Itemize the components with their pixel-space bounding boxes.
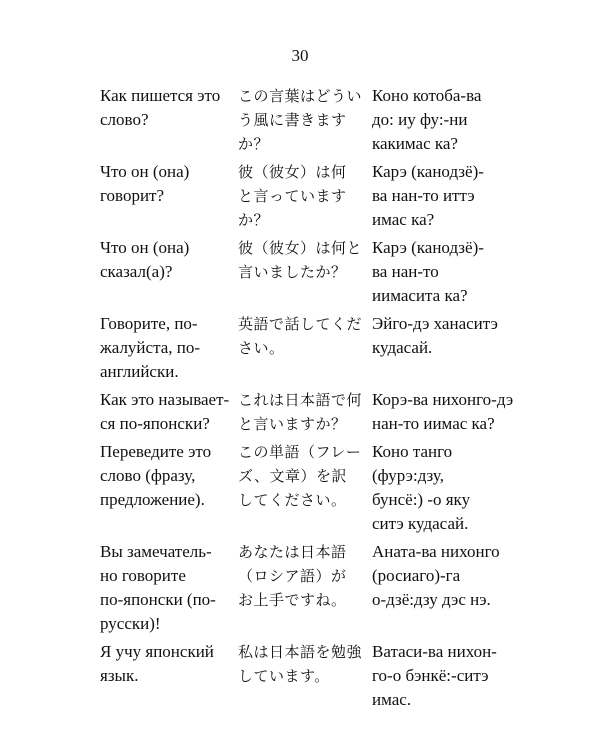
japanese-phrase: 彼（彼女）は何 と言っています か？ (238, 163, 347, 229)
russian-phrase: Как пишется это слово? (100, 86, 221, 129)
transliteration: Корэ-ва нихонго-дэ нан-то иимас ка? (372, 390, 514, 433)
russian-phrase: Что он (она) говорит? (100, 162, 190, 205)
russian-phrase: Я учу японский язык. (100, 642, 214, 685)
transliteration: Коно котоба-ва до: иу фу:-ни какимас ка? (372, 86, 482, 153)
phrase-row (100, 160, 520, 232)
russian-phrase: Переведите это слово (фразу, предложение). (100, 442, 212, 509)
japanese-phrase: この言葉はどうい う風に書きます か？ (238, 87, 363, 153)
russian-phrase: Что он (она) сказал(а)? (100, 238, 190, 281)
japanese-phrase: この単語（フレー ズ、文章）を訳 してください。 (238, 443, 362, 509)
japanese-phrase: 彼（彼女）は何と 言いましたか？ (238, 239, 363, 281)
phrase-row (100, 640, 520, 712)
transliteration: Аната-ва нихонго (росиаго)-га о-дзё:дзу дэс нэ. (372, 542, 500, 609)
phrase-row (100, 84, 520, 156)
phrase-row (100, 312, 520, 384)
russian-phrase: Говорите, по- жалуйста, по- английски. (100, 314, 201, 381)
transliteration: Карэ (канодзё)- ва нан-то иттэ имас ка? (372, 162, 484, 229)
transliteration: Ватаси-ва нихон- го-о бэнкё:-ситэ имас. (372, 642, 497, 709)
transliteration: Коно танго (фурэ:дзу, бунсё:) -о яку ситэ кудасай. (372, 442, 471, 533)
japanese-phrase: これは日本語で何 と言いますか？ (238, 391, 363, 433)
phrase-row (100, 236, 520, 308)
russian-phrase: Как это называет- ся по-японски? (100, 390, 230, 433)
japanese-phrase: 英語で話してくだ さい。 (238, 315, 363, 357)
transliteration: Карэ (канодзё)- ва нан-то иимасита ка? (372, 238, 484, 305)
phrase-row (100, 388, 520, 436)
phrase-table (100, 84, 520, 716)
page-number: 30 (291, 46, 309, 65)
transliteration: Эйго-дэ ханаситэ кудасай. (372, 314, 498, 357)
phrase-row (100, 540, 520, 636)
phrase-row (100, 440, 520, 536)
japanese-phrase: あなたは日本語 （ロシア語）が お上手ですね。 (238, 543, 347, 609)
russian-phrase: Вы замечатель- но говорите по-японски (по- русски)! (100, 542, 216, 633)
japanese-phrase: 私は日本語を勉強 しています。 (238, 643, 363, 685)
